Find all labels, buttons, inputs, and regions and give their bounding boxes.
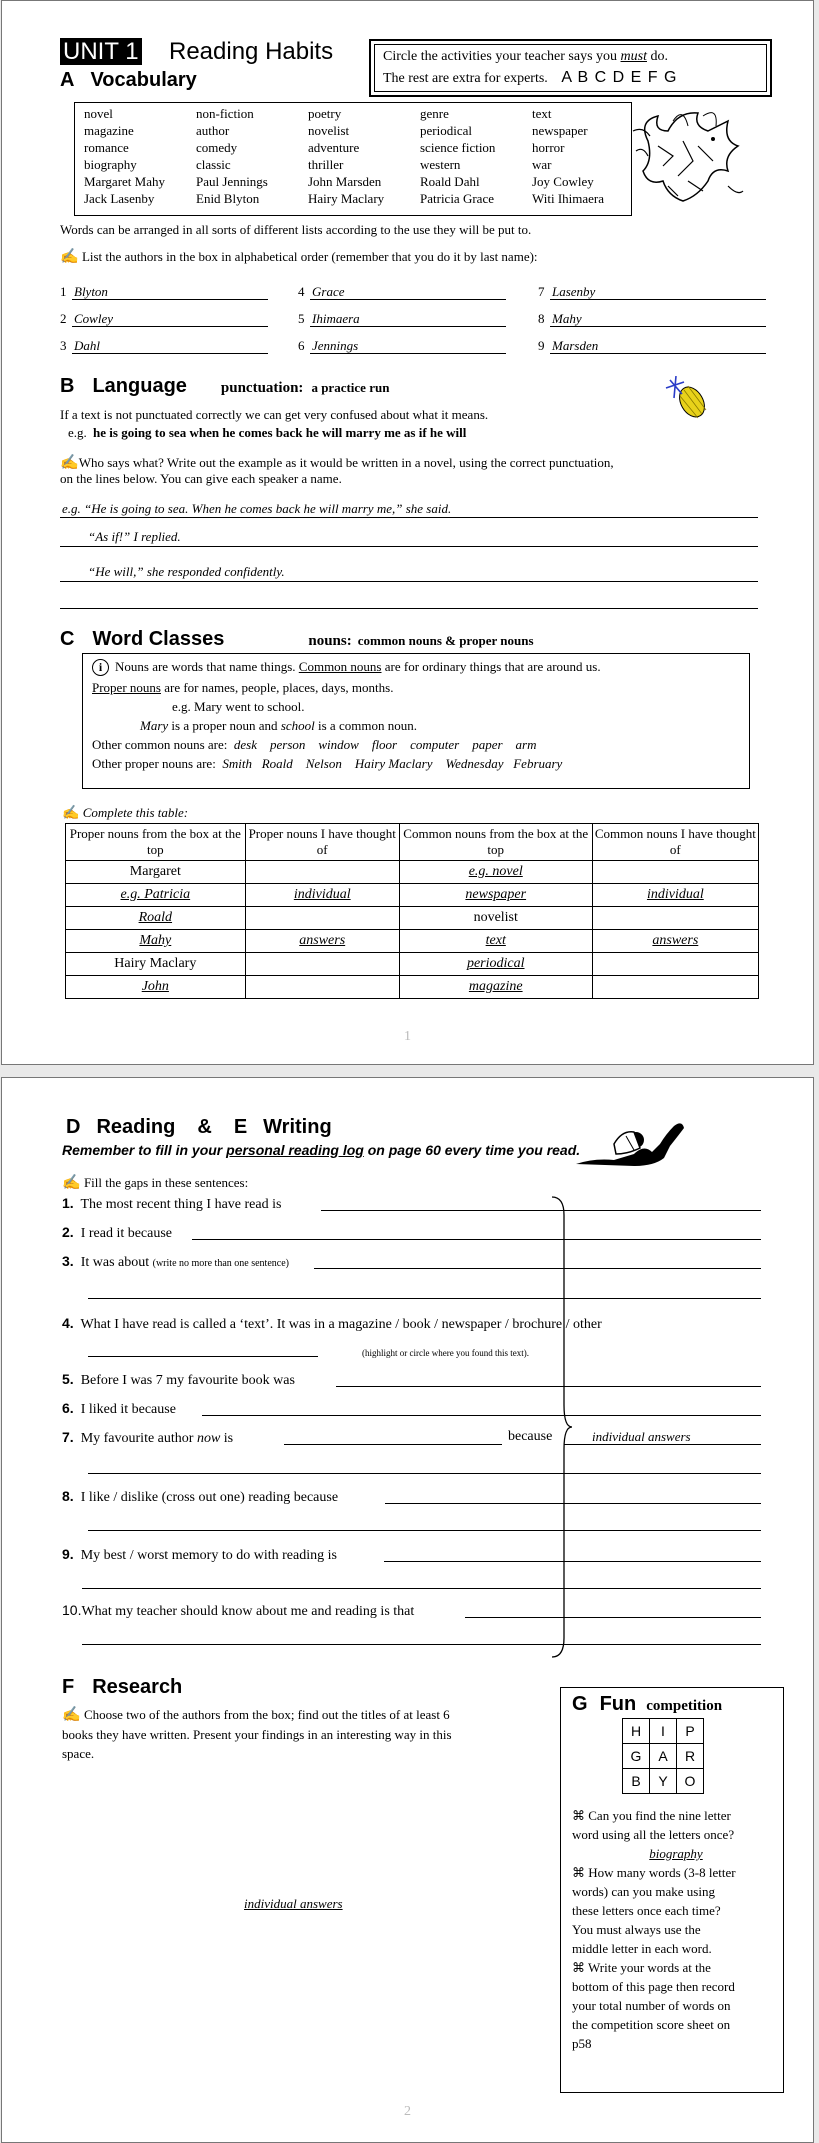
question-7-because: because <box>508 1429 553 1444</box>
pencil-icon: ✍ <box>62 806 80 821</box>
list-instruction: ✍ List the authors in the box in alphabetical order (remember that you do it by last name): <box>60 249 538 265</box>
table-cell[interactable] <box>245 907 399 930</box>
pencil-icon: ✍ <box>62 1707 81 1723</box>
vocab-word: Hairy Maclary <box>308 190 385 206</box>
reading-log-reminder: Remember to fill in your personal reading log on page 60 every time you read. <box>62 1142 581 1158</box>
table-row <box>66 976 759 999</box>
f-instructions: ✍ Choose two of the authors from the box; find out the titles of at least 6 books they have written. Present your findings in an interesting way in this space. <box>62 1707 452 1761</box>
author-number: 9 <box>538 338 545 353</box>
c-line-6: Other proper nouns are: Smith Roald Nelson Hairy Maclary Wednesday February <box>92 756 563 771</box>
command-key-icon: ⌘ <box>572 1865 585 1880</box>
c-line-3: e.g. Mary went to school. <box>172 699 305 714</box>
table-cell[interactable]: newspaper <box>399 884 592 907</box>
table-cell[interactable]: Margaret <box>66 861 246 884</box>
vocab-word: Enid Blyton <box>196 190 260 206</box>
activity-instruction-box <box>369 39 772 97</box>
reading-person-silhouette <box>574 1114 686 1169</box>
words-intro: Words can be arranged in all sorts of different lists according to the use they will be put to. <box>60 222 532 237</box>
grid-letter: P <box>677 1719 704 1744</box>
grid-letter: R <box>677 1744 704 1769</box>
grid-letter: O <box>677 1769 704 1794</box>
author-number: 4 <box>298 284 305 299</box>
command-key-icon: ⌘ <box>572 1808 585 1823</box>
vocabulary-table <box>84 105 644 207</box>
table-cell[interactable]: answers <box>245 930 399 953</box>
g-answer-1: biography <box>649 1846 703 1861</box>
table-cell[interactable]: periodical <box>399 953 592 976</box>
table-cell[interactable] <box>245 976 399 999</box>
author-name: Lasenby <box>552 284 596 299</box>
info-icon: i <box>92 659 109 676</box>
table-header: Proper nouns from the box at the top <box>66 824 246 861</box>
table-cell[interactable]: individual <box>592 884 758 907</box>
section-c-heading: C Word Classes nouns: common nouns & proper nouns <box>60 628 534 650</box>
table-cell[interactable] <box>245 861 399 884</box>
vocab-word: science fiction <box>420 139 496 155</box>
vocab-word: comedy <box>196 139 238 155</box>
question-5: 5. Before I was 7 my favourite book was <box>62 1371 295 1388</box>
table-header: Common nouns from the box at the top <box>399 824 592 861</box>
vocab-word: John Marsden <box>308 173 382 189</box>
vocab-word: text <box>532 105 552 121</box>
vocab-word: poetry <box>308 105 342 121</box>
question-1: 1. The most recent thing I have read is <box>62 1195 282 1212</box>
vocab-word: periodical <box>420 122 472 138</box>
author-name: Marsden <box>552 338 599 353</box>
vocab-word: classic <box>196 156 231 172</box>
vocab-word: western <box>420 156 461 172</box>
section-g-heading: G Fun competition <box>572 1693 723 1715</box>
table-cell[interactable] <box>592 861 758 884</box>
table-cell[interactable]: e.g. Patricia <box>66 884 246 907</box>
author-number: 5 <box>298 311 305 326</box>
author-name: Grace <box>312 284 345 299</box>
question-9: 9. My best / worst memory to do with reading is <box>62 1546 337 1563</box>
table-row <box>66 907 759 930</box>
table-cell[interactable]: Roald <box>66 907 246 930</box>
table-header: Common nouns I have thought of <box>592 824 758 861</box>
table-row <box>66 953 759 976</box>
table-row <box>66 930 759 953</box>
b-instruction-2: on the lines below. You can give each speaker a name. <box>60 471 342 486</box>
grid-letter: H <box>623 1719 650 1744</box>
page-number: 2 <box>404 2104 411 2119</box>
vocab-word: thriller <box>308 156 344 172</box>
table-instruction: ✍ Complete this table: <box>62 805 189 821</box>
nouns-table <box>65 823 759 999</box>
pencil-icon: ✍ <box>62 1175 81 1191</box>
vocab-word: war <box>532 156 552 172</box>
b-intro: If a text is not punctuated correctly we can get very confused about what it means. <box>60 407 489 422</box>
question-4-note: (highlight or circle where you found this text). <box>362 1348 529 1358</box>
question-7: 7. My favourite author now is <box>62 1429 234 1446</box>
instruction-line-2: The rest are extra for experts. A B C D E F G <box>383 69 678 86</box>
vocab-word: Roald Dahl <box>420 173 480 189</box>
table-cell[interactable] <box>592 907 758 930</box>
brace <box>550 1195 574 1660</box>
table-cell[interactable]: Hairy Maclary <box>66 953 246 976</box>
vocab-word: Jack Lasenby <box>84 190 155 206</box>
table-cell[interactable]: John <box>66 976 246 999</box>
pencil-icon: ✍ <box>60 455 79 471</box>
author-number: 7 <box>538 284 545 299</box>
author-number: 6 <box>298 338 305 353</box>
grid-letter: Y <box>650 1769 677 1794</box>
question-6: 6. I liked it because <box>62 1400 176 1417</box>
author-name: Dahl <box>74 338 100 353</box>
author-name: Ihimaera <box>312 311 360 326</box>
table-cell[interactable]: answers <box>592 930 758 953</box>
table-cell[interactable]: text <box>399 930 592 953</box>
grid-letter: B <box>623 1769 650 1794</box>
author-name: Blyton <box>74 284 108 299</box>
unit-label: UNIT 1 <box>60 38 142 65</box>
c-line-5: Other common nouns are: desk person window floor computer paper arm <box>92 737 537 752</box>
question-7-answer: individual answers <box>592 1429 691 1444</box>
b-answer-1: e.g. “He is going to sea. When he comes back he will marry me,” she said. <box>62 501 452 516</box>
section-b-heading: B Language punctuation: a practice run <box>60 375 390 397</box>
pencil-icon: ✍ <box>60 249 79 265</box>
b-example: e.g. he is going to sea when he comes back he will marry me as if he will <box>68 425 467 440</box>
command-key-icon: ⌘ <box>572 1960 585 1975</box>
author-number: 3 <box>60 338 67 353</box>
table-cell[interactable] <box>245 953 399 976</box>
b-instruction: ✍Who says what? Write out the example as it would be written in a novel, using the correct punctuation, <box>60 455 614 471</box>
vocab-word: Witi Ihimaera <box>532 190 605 206</box>
vocab-word: biography <box>84 156 137 172</box>
table-cell[interactable]: novelist <box>399 907 592 930</box>
grid-letter: I <box>650 1719 677 1744</box>
vocab-word: adventure <box>308 139 360 155</box>
c-line-2: Proper nouns are for names, people, places, days, months. <box>92 680 394 695</box>
table-row <box>66 861 759 884</box>
question-2: 2. I read it because <box>62 1224 173 1241</box>
vocab-word: novelist <box>308 122 350 138</box>
author-number: 8 <box>538 311 545 326</box>
section-a-heading: A Vocabulary <box>60 69 197 91</box>
section-de-heading: D Reading & E Writing <box>66 1116 332 1138</box>
table-row <box>66 884 759 907</box>
c-line-4: Mary is a proper noun and school is a common noun. <box>140 718 417 733</box>
g-questions: ⌘ Can you find the nine letter word using all the letters once? biography ⌘ How many words (3-8 letter words) can you make using these letters once each time? You must always use the middle letter in each word. ⌘ Write your words at the bottom of this page then record your total number of words on the competition score sheet on p58 <box>572 1806 780 2053</box>
table-cell[interactable]: Mahy <box>66 930 246 953</box>
question-3: 3. It was about (write no more than one sentence) <box>62 1253 289 1270</box>
page-number: 1 <box>404 1029 411 1044</box>
vocab-word: Margaret Mahy <box>84 173 165 189</box>
author-name: Jennings <box>312 338 359 353</box>
vocab-word: newspaper <box>532 122 588 138</box>
table-cell[interactable]: individual <box>245 884 399 907</box>
vocab-word: genre <box>420 105 449 121</box>
vocab-word: Patricia Grace <box>420 190 494 206</box>
table-header: Proper nouns I have thought of <box>245 824 399 861</box>
f-answer: individual answers <box>244 1896 343 1911</box>
question-8: 8. I like / dislike (cross out one) reading because <box>62 1488 339 1505</box>
table-cell[interactable] <box>592 953 758 976</box>
grid-letter: G <box>623 1744 650 1769</box>
table-cell[interactable] <box>592 976 758 999</box>
author-number: 2 <box>60 311 67 326</box>
vocab-word: Paul Jennings <box>196 173 268 189</box>
fill-instruction: ✍ Fill the gaps in these sentences: <box>62 1175 249 1191</box>
author-number: 1 <box>60 284 67 299</box>
author-name: Mahy <box>552 311 582 326</box>
worksheet-page-1 <box>1 0 814 1065</box>
question-4: 4. What I have read is called a ‘text’. It was in a magazine / book / newspaper / brochure / other <box>62 1315 602 1332</box>
vocab-word: novel <box>84 105 113 121</box>
vocab-word: horror <box>532 139 565 155</box>
vocab-word: author <box>196 122 230 138</box>
author-name: Cowley <box>74 311 113 326</box>
grid-letter: A <box>650 1744 677 1769</box>
letter-grid <box>622 1718 704 1794</box>
dragon-illustration <box>628 101 748 211</box>
vocab-word: romance <box>84 139 129 155</box>
section-f-heading: F Research <box>62 1676 183 1698</box>
vocab-word: non-fiction <box>196 105 254 121</box>
worksheet-page-2 <box>1 1077 814 2143</box>
table-cell[interactable]: e.g. novel <box>399 861 592 884</box>
activity-letters[interactable]: A B C D E F G <box>561 69 678 86</box>
table-cell[interactable]: magazine <box>399 976 592 999</box>
c-line-1: i Nouns are words that name things. Common nouns are for ordinary things that are around us. <box>92 659 601 676</box>
b-answer-2: “As if!” I replied. <box>88 529 181 544</box>
microphone-illustration <box>662 376 712 424</box>
instruction-line-1: Circle the activities your teacher says you must do. <box>383 49 668 64</box>
vocab-word: magazine <box>84 122 134 138</box>
b-answer-3: “He will,” she responded confidently. <box>88 564 285 579</box>
vocab-word: Joy Cowley <box>532 173 594 189</box>
unit-title: Reading Habits <box>169 38 334 65</box>
question-10: 10.What my teacher should know about me and reading is that <box>62 1602 415 1619</box>
